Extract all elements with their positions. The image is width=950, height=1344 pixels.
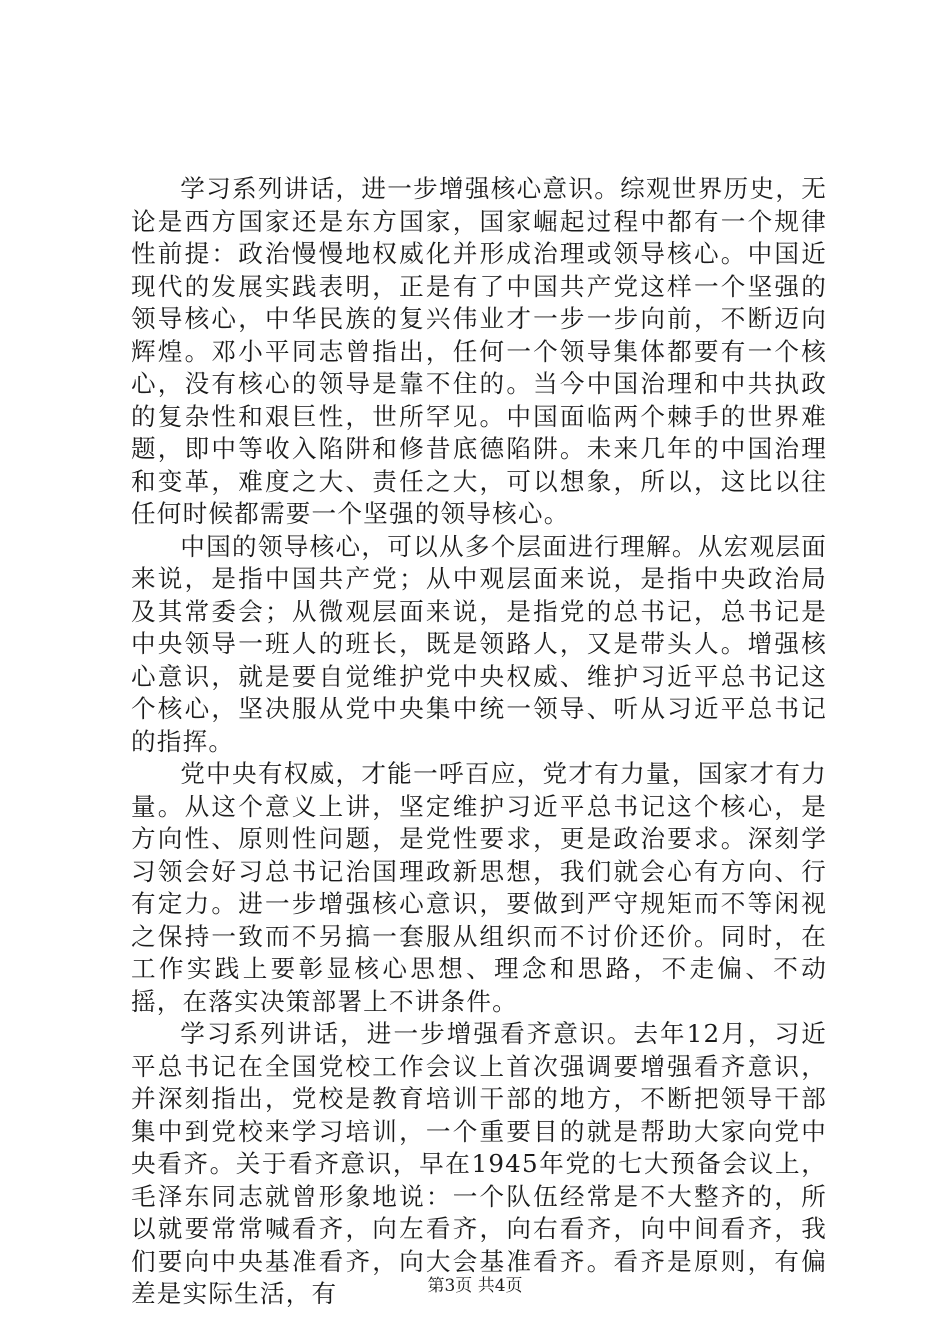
paragraph-core-awareness: 学习系列讲话，进一步增强核心意识。综观世界历史，无论是西方国家还是东方国家，国家崛起过程中都有一个规律性前提：政治慢慢地权威化并形成治理或领导核心。中国近现代的发展实践表明，正是有了中国共产党这样一个坚强的领导核心，中华民族的复兴伟业才一步一步向前，不断迈向辉煌。邓小平同志曾指出，任何一个领导集体都要有一个核心，没有核心的领导是靠不住的。当今中国治理和中共执政的复杂性和艰巨性，世所罕见。中国面临两个棘手的世界难题，即中等收入陷阱和修昔底德陷阱。未来几年的中国治理和变革，难度之大、责任之大，可以想象，所以，这比以往任何时候都需要一个坚强的领导核心。: [131, 174, 827, 528]
paragraph-leadership-core: 中国的领导核心，可以从多个层面进行理解。从宏观层面来说，是指中国共产党；从中观层面来说，是指中央政治局及其常委会；从微观层面来说，是指党的总书记，总书记是中央领导一班人的班长，既是领路人，又是带头人。增强核心意识，就是要自觉维护党中央权威、维护习近平总书记这个核心，坚决服从党中央集中统一领导、听从习近平总书记的指挥。: [131, 531, 827, 756]
paragraph-alignment-awareness: 学习系列讲话，进一步增强看齐意识。去年12月，习近平总书记在全国党校工作会议上首次强调要增强看齐意识，并深刻指出，党校是教育培训干部的地方，不断把领导干部集中到党校来学习培训，一个重要目的就是帮助大家向党中央看齐。关于看齐意识，早在1945年党的七大预备会议上，毛泽东同志就曾形象地说：一个队伍经常是不大整齐的，所以就要常常喊看齐，向左看齐，向右看齐，向中间看齐，我们要向中央基准看齐，向大会基准看齐。看齐是原则，有偏差是实际生活，有: [131, 1019, 827, 1308]
paragraph-central-authority: 党中央有权威，才能一呼百应，党才有力量，国家才有力量。从这个意义上讲，坚定维护习近平总书记这个核心，是方向性、原则性问题，是党性要求，更是政治要求。深刻学习领会好习总书记治国理政新思想，我们就会心有方向、行有定力。进一步增强核心意识，要做到严守规矩而不等闲视之保持一致而不另搞一套服从组织而不讨价还价。同时，在工作实践上要彰显核心思想、理念和思路，不走偏、不动摇，在落实决策部署上不讲条件。: [131, 759, 827, 1016]
document-body: [131, 173, 827, 1311]
page-number-footer: 第3页 共4页: [427, 1276, 523, 1296]
